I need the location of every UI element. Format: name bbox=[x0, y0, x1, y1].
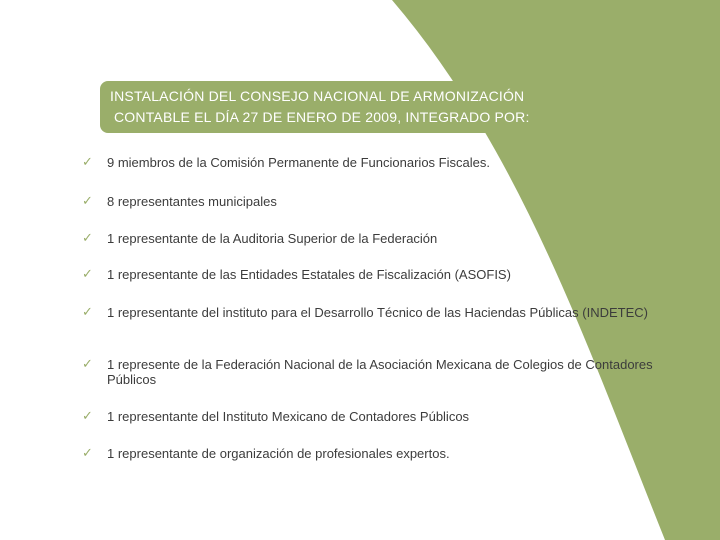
list-item-text: 9 miembros de la Comisión Permanente de Funcionarios Fiscales. bbox=[107, 155, 490, 170]
checkmark-icon: ✓ bbox=[82, 408, 93, 423]
checkmark-icon: ✓ bbox=[82, 193, 93, 208]
checkmark-icon: ✓ bbox=[82, 154, 93, 169]
slide-title-line-2: CONTABLE EL DÍA 27 DE ENERO DE 2009, INTEGRADO POR: bbox=[114, 109, 530, 125]
list-item-text: 8 representantes municipales bbox=[107, 194, 277, 209]
list-item-text: 1 representante de la Auditoria Superior de la Federación bbox=[107, 231, 438, 246]
list-item-text: 1 representante del Instituto Mexicano de Contadores Públicos bbox=[107, 409, 470, 424]
checkmark-icon: ✓ bbox=[82, 230, 93, 245]
checkmark-icon: ✓ bbox=[82, 266, 93, 281]
list-item-text: 1 represente de la Federación Nacional de la Asociación Mexicana de Colegios de Contadores Públicos bbox=[107, 357, 653, 387]
slide-title-line-1: INSTALACIÓN DEL CONSEJO NACIONAL DE ARMONIZACIÓN bbox=[110, 88, 525, 104]
slide-title-box bbox=[100, 81, 604, 133]
list-item-text: 1 representante del instituto para el Desarrollo Técnico de las Haciendas Públicas (INDETEC) bbox=[107, 305, 648, 320]
checkmark-icon: ✓ bbox=[82, 356, 93, 371]
list-item-text: 1 representante de organización de profesionales expertos. bbox=[107, 446, 450, 461]
checkmark-icon: ✓ bbox=[82, 445, 93, 460]
list-item-text: 1 representante de las Entidades Estatales de Fiscalización (ASOFIS) bbox=[107, 267, 511, 282]
checkmark-icon: ✓ bbox=[82, 304, 93, 319]
